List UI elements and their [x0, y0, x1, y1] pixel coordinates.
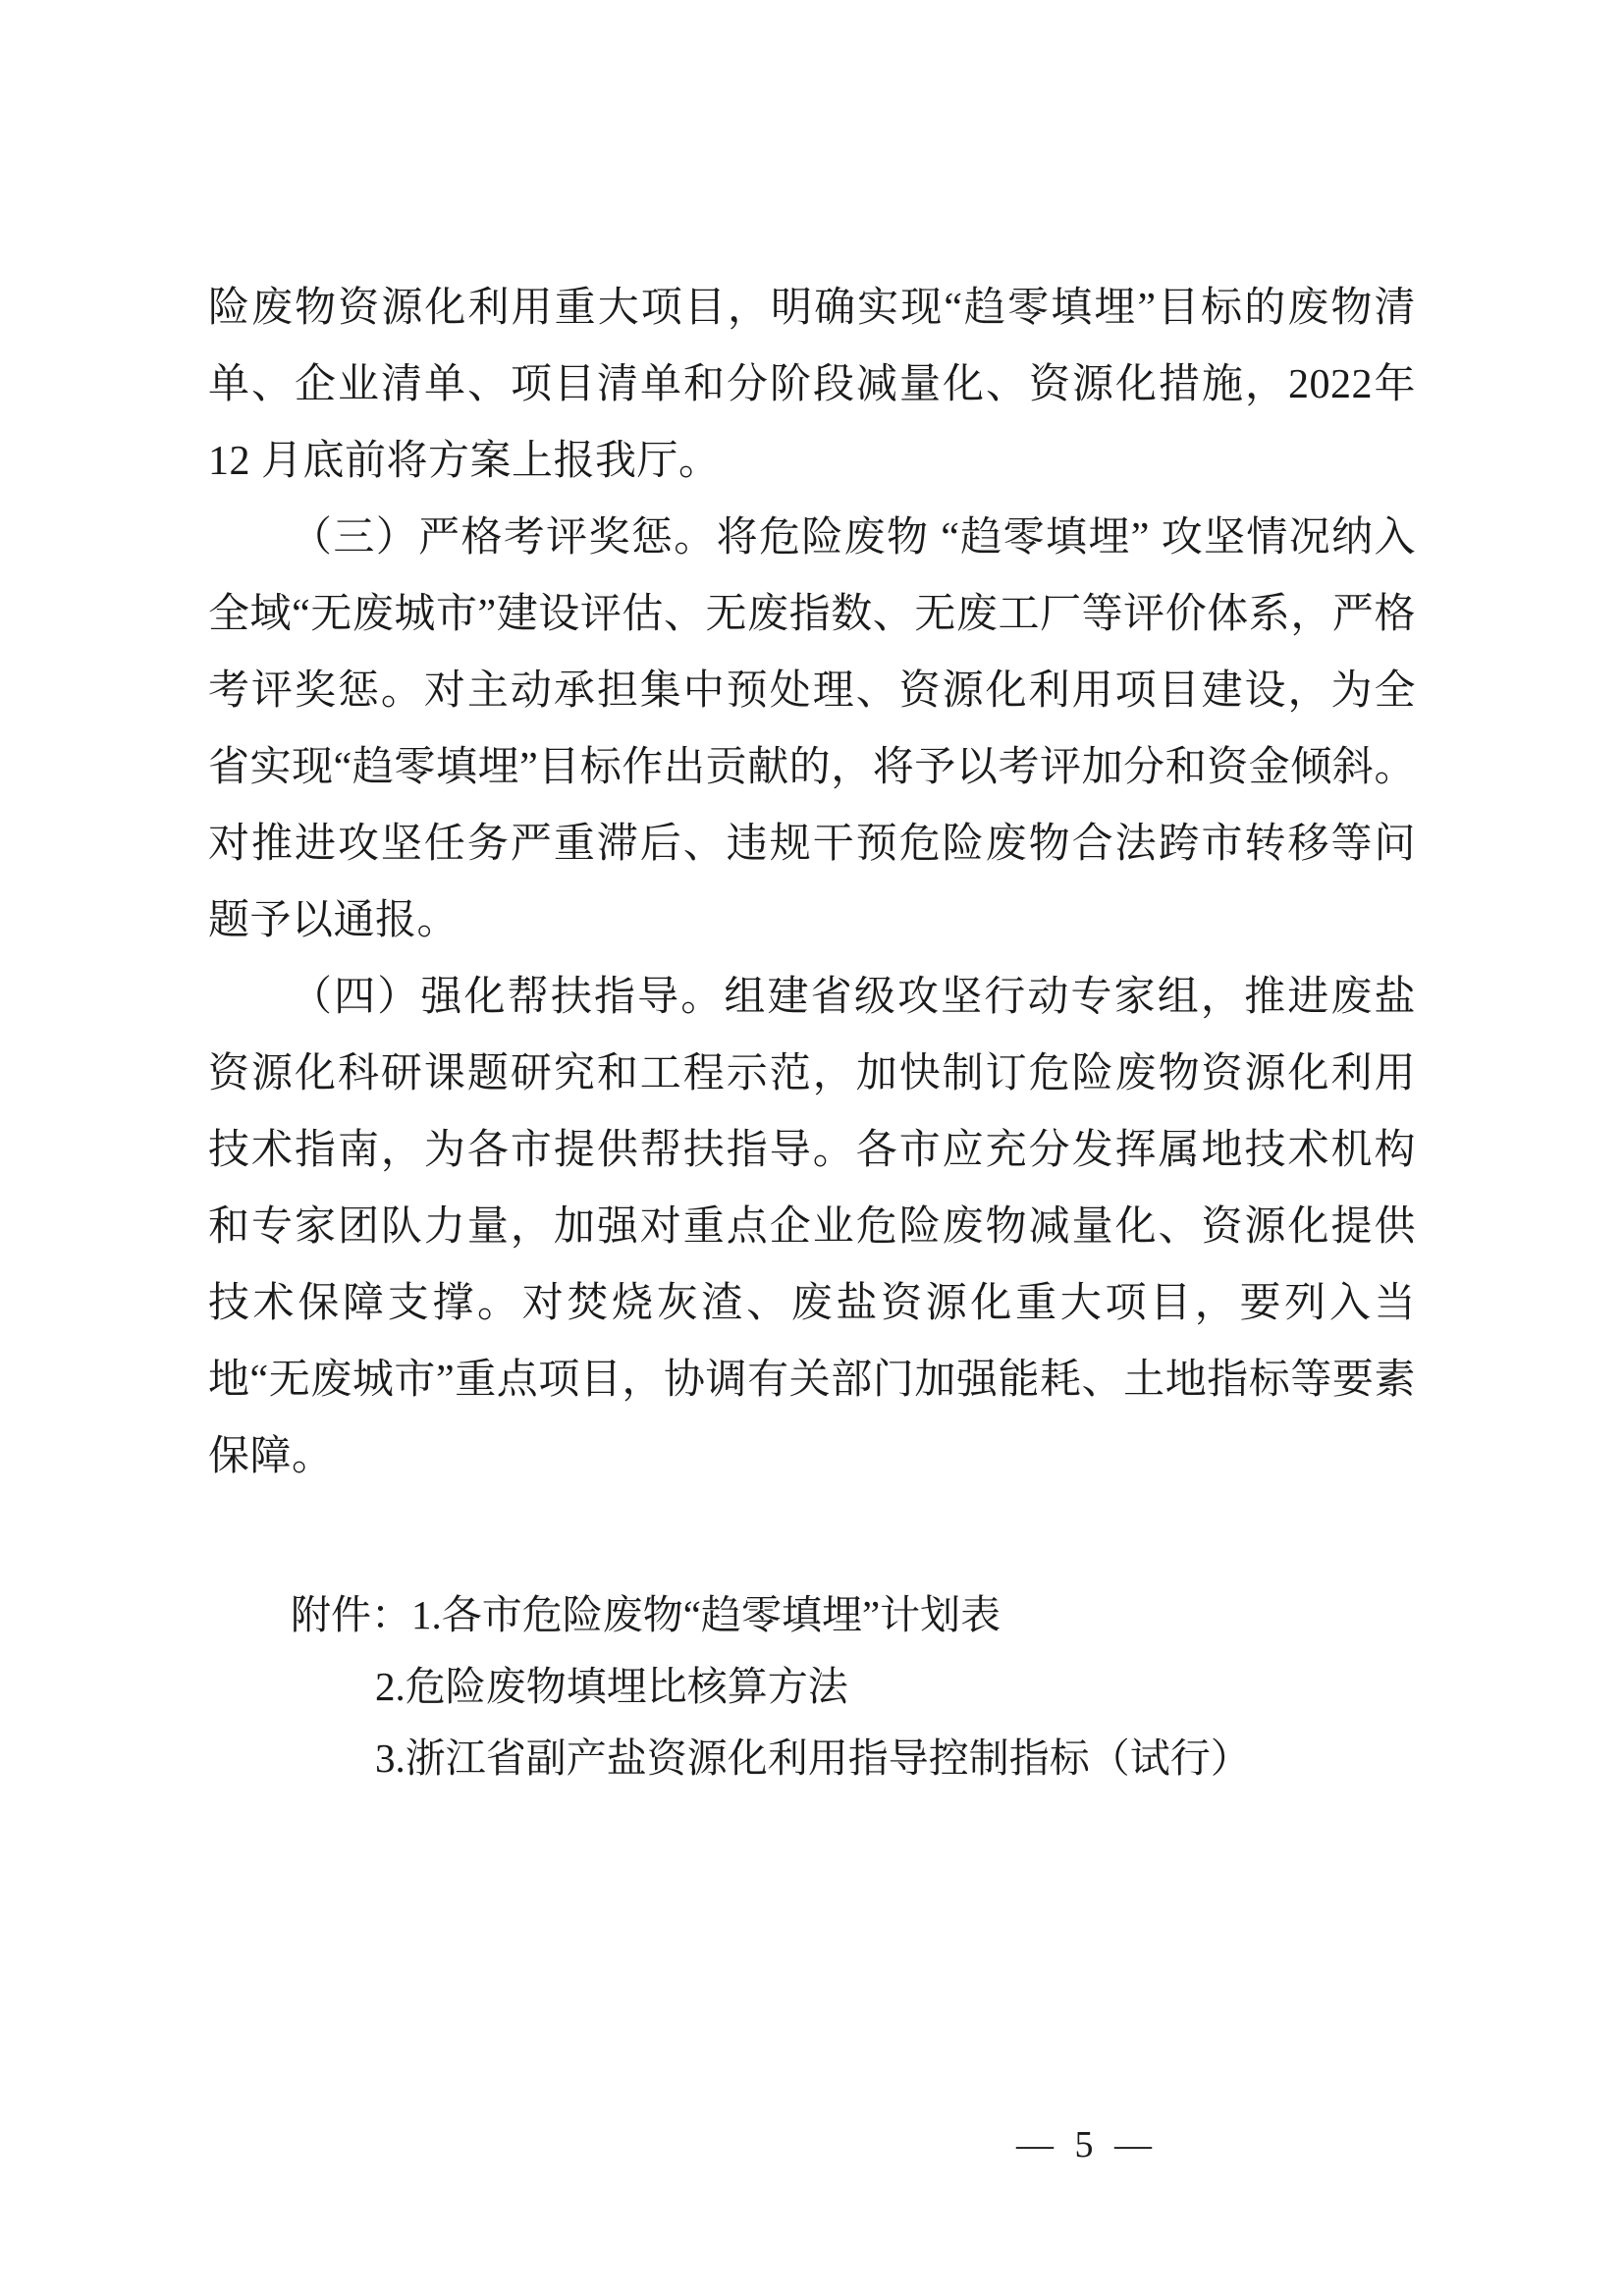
attachments-label: 附件：	[291, 1592, 411, 1637]
attachment-item-2: 2.危险废物填埋比核算方法	[375, 1664, 848, 1709]
paragraph-section-three: （三）严格考评奖惩。将危险废物 “趋零填埋” 攻坚情况纳入全域“无废城市”建设评估、无废指数、无废工厂等评价体系，严格考评奖惩。对主动承担集中预处理、资源化利用项目建设，为全省实现“趋零填埋”目标作出贡献的，将予以考评加分和资金倾斜。对推进攻坚任务严重滞后、违规干预危险废物合法跨市转移等问题予以通报。	[208, 515, 1416, 943]
paragraph-section-four: （四）强化帮扶指导。组建省级攻坚行动专家组，推进废盐资源化科研课题研究和工程示范，加快制订危险废物资源化利用技术指南，为各市提供帮扶指导。各市应充分发挥属地技术机构和专家团队力量，加强对重点企业危险废物减量化、资源化提供技术保障支撑。对焚烧灰渣、废盐资源化重大项目，要列入当地“无废城市”重点项目，协调有关部门加强能耗、土地指标等要素保障。	[208, 975, 1416, 1479]
attachment-text-1: 1.各市危险废物“趋零填埋”计划表	[411, 1592, 1001, 1637]
page-number: — 5 —	[1016, 2124, 1158, 2165]
attachment-item-1	[208, 1579, 1416, 1651]
attachment-item-3: 3.浙江省副产盐资源化利用指导控制指标（试行）	[375, 1735, 1251, 1781]
paragraph-continued: 险废物资源化利用重大项目，明确实现“趋零填埋”目标的废物清单、企业清单、项目清单和分阶段减量化、资源化措施，2022年 12 月底前将方案上报我厅。	[208, 286, 1416, 484]
attachments-list	[208, 1579, 1416, 1794]
document-body	[208, 270, 1416, 1794]
